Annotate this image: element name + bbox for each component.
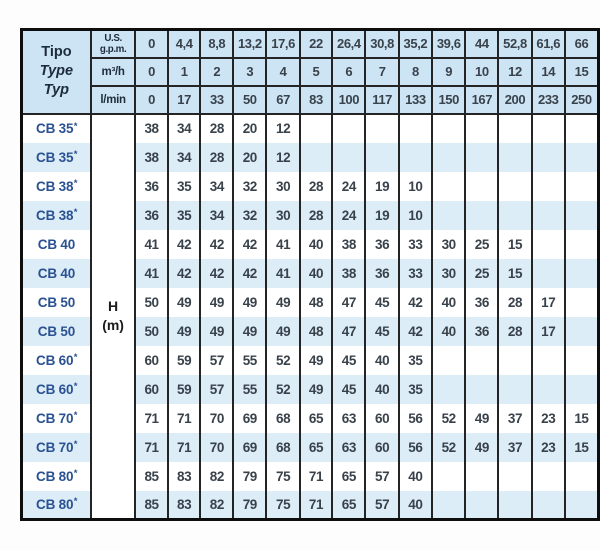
flow-value-cell: 66	[565, 30, 599, 58]
head-value-cell: 59	[168, 346, 201, 375]
head-value-cell: 35	[168, 172, 201, 201]
head-value-cell: 83	[168, 462, 201, 491]
head-value-cell	[465, 375, 498, 404]
head-value-cell	[532, 230, 565, 259]
unit-label: l/min	[91, 86, 135, 114]
head-value-cell: 49	[233, 288, 266, 317]
head-value-cell	[532, 201, 565, 230]
unit-row	[22, 30, 599, 58]
flow-value-cell: 83	[300, 86, 332, 114]
head-value-cell	[565, 346, 599, 375]
head-value-cell: 40	[399, 462, 432, 491]
head-value-cell: 49	[465, 433, 498, 462]
head-value-cell: 40	[365, 375, 398, 404]
head-value-cell: 82	[200, 462, 233, 491]
head-value-cell	[565, 375, 599, 404]
model-cell	[22, 433, 91, 462]
model-cell	[22, 375, 91, 404]
flow-value-cell: 6	[332, 58, 365, 86]
head-value-cell: 42	[233, 259, 266, 288]
head-value-cell: 28	[300, 172, 332, 201]
flow-value-cell: 33	[200, 86, 233, 114]
head-value-cell	[432, 114, 465, 143]
model-asterisk: *	[73, 381, 78, 392]
head-value-cell: 52	[432, 404, 465, 433]
head-value-cell: 30	[432, 259, 465, 288]
model-cell	[22, 114, 91, 143]
head-value-cell	[432, 346, 465, 375]
flow-value-cell: 30,8	[365, 30, 398, 58]
head-value-cell: 19	[365, 201, 398, 230]
model-label: CB 40	[37, 236, 76, 252]
head-value-cell: 49	[266, 317, 299, 346]
head-value-cell: 35	[399, 346, 432, 375]
head-value-cell: 42	[399, 288, 432, 317]
head-value-cell: 85	[135, 491, 167, 520]
head-value-cell: 65	[300, 404, 332, 433]
model-cell	[22, 259, 91, 288]
head-value-cell	[300, 114, 332, 143]
head-value-cell: 56	[399, 404, 432, 433]
head-value-cell: 28	[200, 114, 233, 143]
head-value-cell: 17	[532, 317, 565, 346]
head-value-cell: 82	[200, 491, 233, 520]
model-label: CB 50	[37, 294, 76, 310]
head-value-cell: 32	[233, 172, 266, 201]
model-label: CB 35	[36, 121, 74, 136]
head-value-cell	[565, 317, 599, 346]
head-value-cell	[432, 201, 465, 230]
flow-value-cell: 7	[365, 58, 398, 86]
head-value-cell: 70	[200, 433, 233, 462]
flow-value-cell: 1	[168, 58, 201, 86]
head-unit-cell	[91, 114, 135, 520]
model-cell	[22, 172, 91, 201]
head-value-cell: 36	[365, 230, 398, 259]
model-label: CB 35	[36, 149, 74, 165]
head-value-cell: 60	[365, 433, 398, 462]
head-value-cell: 32	[233, 201, 266, 230]
head-value-cell: 15	[565, 404, 599, 433]
head-value-cell: 49	[266, 288, 299, 317]
head-value-cell: 50	[135, 317, 167, 346]
model-cell	[22, 404, 91, 433]
head-value-cell: 23	[532, 433, 565, 462]
flow-value-cell: 14	[532, 58, 565, 86]
head-value-cell: 65	[332, 491, 365, 520]
flow-value-cell: 3	[233, 58, 266, 86]
head-value-cell	[498, 491, 531, 520]
model-asterisk: *	[73, 496, 78, 508]
flow-value-cell: 5	[300, 58, 332, 86]
head-value-cell: 71	[168, 404, 201, 433]
head-value-cell: 42	[233, 230, 266, 259]
head-value-cell: 34	[168, 143, 201, 172]
head-value-cell	[498, 172, 531, 201]
head-value-cell	[565, 288, 599, 317]
head-value-cell: 42	[168, 230, 201, 259]
head-value-cell: 36	[465, 288, 498, 317]
head-value-cell: 41	[135, 230, 167, 259]
head-value-cell	[565, 114, 599, 143]
head-value-cell: 38	[332, 259, 365, 288]
model-asterisk: *	[73, 352, 78, 363]
head-value-cell: 41	[266, 259, 299, 288]
head-value-cell	[465, 462, 498, 491]
model-label: CB 80	[36, 468, 74, 484]
head-value-cell	[565, 230, 599, 259]
head-value-cell: 15	[498, 259, 531, 288]
model-label: CB 70	[36, 410, 74, 426]
head-value-cell: 10	[399, 172, 432, 201]
head-value-cell: 68	[266, 404, 299, 433]
head-value-cell: 71	[135, 404, 167, 433]
head-value-cell: 71	[135, 433, 167, 462]
head-value-cell: 37	[498, 433, 531, 462]
head-value-cell: 40	[365, 346, 398, 375]
head-value-cell	[565, 491, 599, 520]
flow-value-cell: 8	[399, 58, 432, 86]
model-asterisk: *	[73, 439, 78, 450]
type-header-line: Tipo	[41, 44, 72, 61]
head-value-cell: 49	[233, 317, 266, 346]
head-value-cell: 49	[300, 346, 332, 375]
head-value-cell: 38	[332, 230, 365, 259]
table-header	[22, 30, 599, 114]
model-label: CB 80	[36, 496, 74, 512]
head-value-cell: 49	[465, 404, 498, 433]
flow-value-cell: 10	[465, 58, 498, 86]
head-value-cell	[565, 462, 599, 491]
model-label: CB 50	[37, 323, 76, 339]
head-value-cell: 25	[465, 259, 498, 288]
head-value-cell: 12	[266, 143, 299, 172]
head-value-cell	[332, 114, 365, 143]
flow-value-cell: 0	[135, 58, 167, 86]
model-asterisk: *	[73, 120, 78, 132]
flow-value-cell: 17,6	[266, 30, 299, 58]
head-value-cell: 83	[168, 491, 201, 520]
type-header-cell	[22, 30, 91, 114]
head-value-cell: 38	[135, 114, 167, 143]
model-cell	[22, 201, 91, 230]
head-value-cell: 60	[365, 404, 398, 433]
head-value-cell	[465, 346, 498, 375]
head-value-cell: 71	[300, 491, 332, 520]
head-value-cell: 20	[233, 114, 266, 143]
model-cell	[22, 288, 91, 317]
head-value-cell	[532, 375, 565, 404]
flow-value-cell: 35,2	[399, 30, 432, 58]
model-cell	[22, 143, 91, 172]
head-value-cell: 36	[135, 172, 167, 201]
head-value-cell: 30	[432, 230, 465, 259]
head-value-cell: 34	[168, 114, 201, 143]
head-value-cell: 20	[233, 143, 266, 172]
model-asterisk: *	[73, 468, 78, 479]
head-value-cell: 45	[365, 288, 398, 317]
model-cell	[22, 462, 91, 491]
head-value-cell	[532, 346, 565, 375]
head-value-cell: 41	[135, 259, 167, 288]
head-value-cell: 35	[168, 201, 201, 230]
head-value-cell: 28	[498, 317, 531, 346]
flow-value-cell: 117	[365, 86, 398, 114]
head-value-cell: 40	[432, 288, 465, 317]
head-value-cell: 41	[266, 230, 299, 259]
head-value-cell	[532, 491, 565, 520]
head-value-cell: 45	[332, 375, 365, 404]
head-value-cell	[498, 346, 531, 375]
head-value-cell: 30	[266, 172, 299, 201]
head-value-cell: 45	[365, 317, 398, 346]
head-value-cell: 71	[300, 462, 332, 491]
head-value-cell: 60	[135, 346, 167, 375]
pump-head-table	[20, 28, 600, 521]
head-unit-line: H	[108, 298, 119, 315]
head-value-cell	[432, 172, 465, 201]
head-value-cell	[465, 172, 498, 201]
head-value-cell	[532, 259, 565, 288]
head-value-cell: 49	[300, 375, 332, 404]
table-body	[22, 114, 599, 520]
flow-value-cell: 44	[465, 30, 498, 58]
head-value-cell: 70	[200, 404, 233, 433]
head-value-cell: 40	[399, 491, 432, 520]
head-value-cell: 42	[200, 259, 233, 288]
head-value-cell: 28	[200, 143, 233, 172]
head-value-cell: 65	[300, 433, 332, 462]
head-value-cell: 30	[266, 201, 299, 230]
flow-value-cell: 0	[135, 30, 167, 58]
head-value-cell: 75	[266, 462, 299, 491]
head-value-cell	[565, 259, 599, 288]
head-value-cell: 19	[365, 172, 398, 201]
head-value-cell: 15	[565, 433, 599, 462]
head-value-cell	[432, 462, 465, 491]
head-value-cell: 57	[200, 375, 233, 404]
head-value-cell	[498, 462, 531, 491]
flow-value-cell: 167	[465, 86, 498, 114]
head-value-cell: 49	[200, 317, 233, 346]
head-value-cell: 52	[266, 375, 299, 404]
model-cell	[22, 230, 91, 259]
head-value-cell: 49	[168, 288, 201, 317]
flow-value-cell: 200	[498, 86, 531, 114]
head-value-cell: 40	[300, 230, 332, 259]
head-value-cell: 23	[532, 404, 565, 433]
head-value-cell	[498, 143, 531, 172]
head-value-cell: 68	[266, 433, 299, 462]
head-value-cell: 60	[135, 375, 167, 404]
head-value-cell: 49	[200, 288, 233, 317]
model-label: CB 40	[37, 265, 76, 281]
head-value-cell: 59	[168, 375, 201, 404]
head-value-cell: 63	[332, 433, 365, 462]
head-value-cell	[399, 114, 432, 143]
unit-label: m³/h	[91, 58, 135, 86]
flow-value-cell: 50	[233, 86, 266, 114]
flow-value-cell: 61,6	[532, 30, 565, 58]
head-value-cell: 57	[365, 462, 398, 491]
head-value-cell	[565, 172, 599, 201]
flow-value-cell: 15	[565, 58, 599, 86]
flow-value-cell: 26,4	[332, 30, 365, 58]
head-value-cell	[532, 143, 565, 172]
model-asterisk: *	[73, 410, 78, 421]
head-value-cell	[498, 201, 531, 230]
head-value-cell	[565, 201, 599, 230]
type-header-line: Type	[39, 63, 74, 80]
head-value-cell: 36	[365, 259, 398, 288]
flow-value-cell: 12	[498, 58, 531, 86]
head-value-cell	[432, 143, 465, 172]
head-value-cell: 42	[168, 259, 201, 288]
head-value-cell: 24	[332, 172, 365, 201]
model-label: CB 38	[36, 207, 74, 223]
head-value-cell: 55	[233, 346, 266, 375]
head-value-cell: 65	[332, 462, 365, 491]
flow-value-cell: 8,8	[200, 30, 233, 58]
flow-value-cell: 233	[532, 86, 565, 114]
head-value-cell	[498, 114, 531, 143]
model-label: CB 60	[36, 352, 74, 368]
head-value-cell: 69	[233, 404, 266, 433]
head-value-cell: 28	[498, 288, 531, 317]
flow-value-cell: 100	[332, 86, 365, 114]
head-value-cell: 37	[498, 404, 531, 433]
head-value-cell: 45	[332, 346, 365, 375]
head-value-cell: 25	[465, 230, 498, 259]
head-value-cell	[365, 143, 398, 172]
head-value-cell	[465, 114, 498, 143]
head-value-cell: 79	[233, 462, 266, 491]
head-value-cell: 28	[300, 201, 332, 230]
head-value-cell: 34	[200, 201, 233, 230]
head-value-cell	[432, 491, 465, 520]
model-label: CB 70	[36, 439, 74, 455]
head-value-cell	[365, 114, 398, 143]
head-value-cell: 47	[332, 317, 365, 346]
head-value-cell: 49	[168, 317, 201, 346]
model-asterisk: *	[73, 178, 78, 189]
head-value-cell: 17	[532, 288, 565, 317]
head-value-cell: 33	[399, 259, 432, 288]
type-header-line: Typ	[43, 82, 70, 99]
head-value-cell	[399, 143, 432, 172]
head-value-cell: 35	[399, 375, 432, 404]
table-row	[22, 114, 599, 143]
head-value-cell: 10	[399, 201, 432, 230]
head-value-cell: 48	[300, 317, 332, 346]
flow-value-cell: 13,2	[233, 30, 266, 58]
head-value-cell: 12	[266, 114, 299, 143]
head-value-cell: 40	[432, 317, 465, 346]
head-value-cell: 69	[233, 433, 266, 462]
head-value-cell: 75	[266, 491, 299, 520]
flow-value-cell: 52,8	[498, 30, 531, 58]
flow-value-cell: 9	[432, 58, 465, 86]
head-value-cell: 63	[332, 404, 365, 433]
head-value-cell	[300, 143, 332, 172]
flow-value-cell: 4	[266, 58, 299, 86]
model-cell	[22, 317, 91, 346]
flow-value-cell: 0	[135, 86, 167, 114]
head-value-cell: 52	[266, 346, 299, 375]
flow-value-cell: 150	[432, 86, 465, 114]
head-value-cell	[465, 143, 498, 172]
flow-value-cell: 133	[399, 86, 432, 114]
head-value-cell: 34	[200, 172, 233, 201]
model-cell	[22, 491, 91, 520]
head-value-cell: 55	[233, 375, 266, 404]
flow-value-cell: 39,6	[432, 30, 465, 58]
head-value-cell: 15	[498, 230, 531, 259]
head-value-cell	[332, 143, 365, 172]
head-value-cell	[432, 375, 465, 404]
head-value-cell: 52	[432, 433, 465, 462]
head-value-cell	[532, 114, 565, 143]
head-value-cell: 36	[465, 317, 498, 346]
head-value-cell: 42	[399, 317, 432, 346]
flow-value-cell: 2	[200, 58, 233, 86]
head-value-cell: 50	[135, 288, 167, 317]
head-value-cell	[465, 201, 498, 230]
unit-row	[22, 58, 599, 86]
head-value-cell	[532, 462, 565, 491]
head-value-cell: 33	[399, 230, 432, 259]
model-cell	[22, 346, 91, 375]
head-value-cell: 36	[135, 201, 167, 230]
model-label: CB 38	[36, 178, 74, 194]
head-value-cell: 47	[332, 288, 365, 317]
head-value-cell: 24	[332, 201, 365, 230]
head-value-cell: 79	[233, 491, 266, 520]
model-label: CB 60	[36, 381, 74, 397]
head-value-cell: 57	[365, 491, 398, 520]
head-value-cell	[532, 172, 565, 201]
flow-value-cell: 22	[300, 30, 332, 58]
head-value-cell: 71	[168, 433, 201, 462]
model-asterisk: *	[73, 149, 78, 160]
head-value-cell: 38	[135, 143, 167, 172]
head-value-cell: 56	[399, 433, 432, 462]
flow-value-cell: 250	[565, 86, 599, 114]
head-value-cell: 57	[200, 346, 233, 375]
head-value-cell: 42	[200, 230, 233, 259]
flow-value-cell: 17	[168, 86, 201, 114]
head-value-cell: 40	[300, 259, 332, 288]
head-unit-line: (m)	[102, 317, 124, 334]
model-asterisk: *	[73, 207, 78, 218]
head-value-cell: 85	[135, 462, 167, 491]
flow-value-cell: 4,4	[168, 30, 201, 58]
unit-row	[22, 86, 599, 114]
head-value-cell	[465, 491, 498, 520]
flow-value-cell: 67	[266, 86, 299, 114]
head-value-cell	[498, 375, 531, 404]
unit-label: U.S. g.p.m.	[91, 30, 135, 58]
head-value-cell: 48	[300, 288, 332, 317]
head-value-cell	[565, 143, 599, 172]
